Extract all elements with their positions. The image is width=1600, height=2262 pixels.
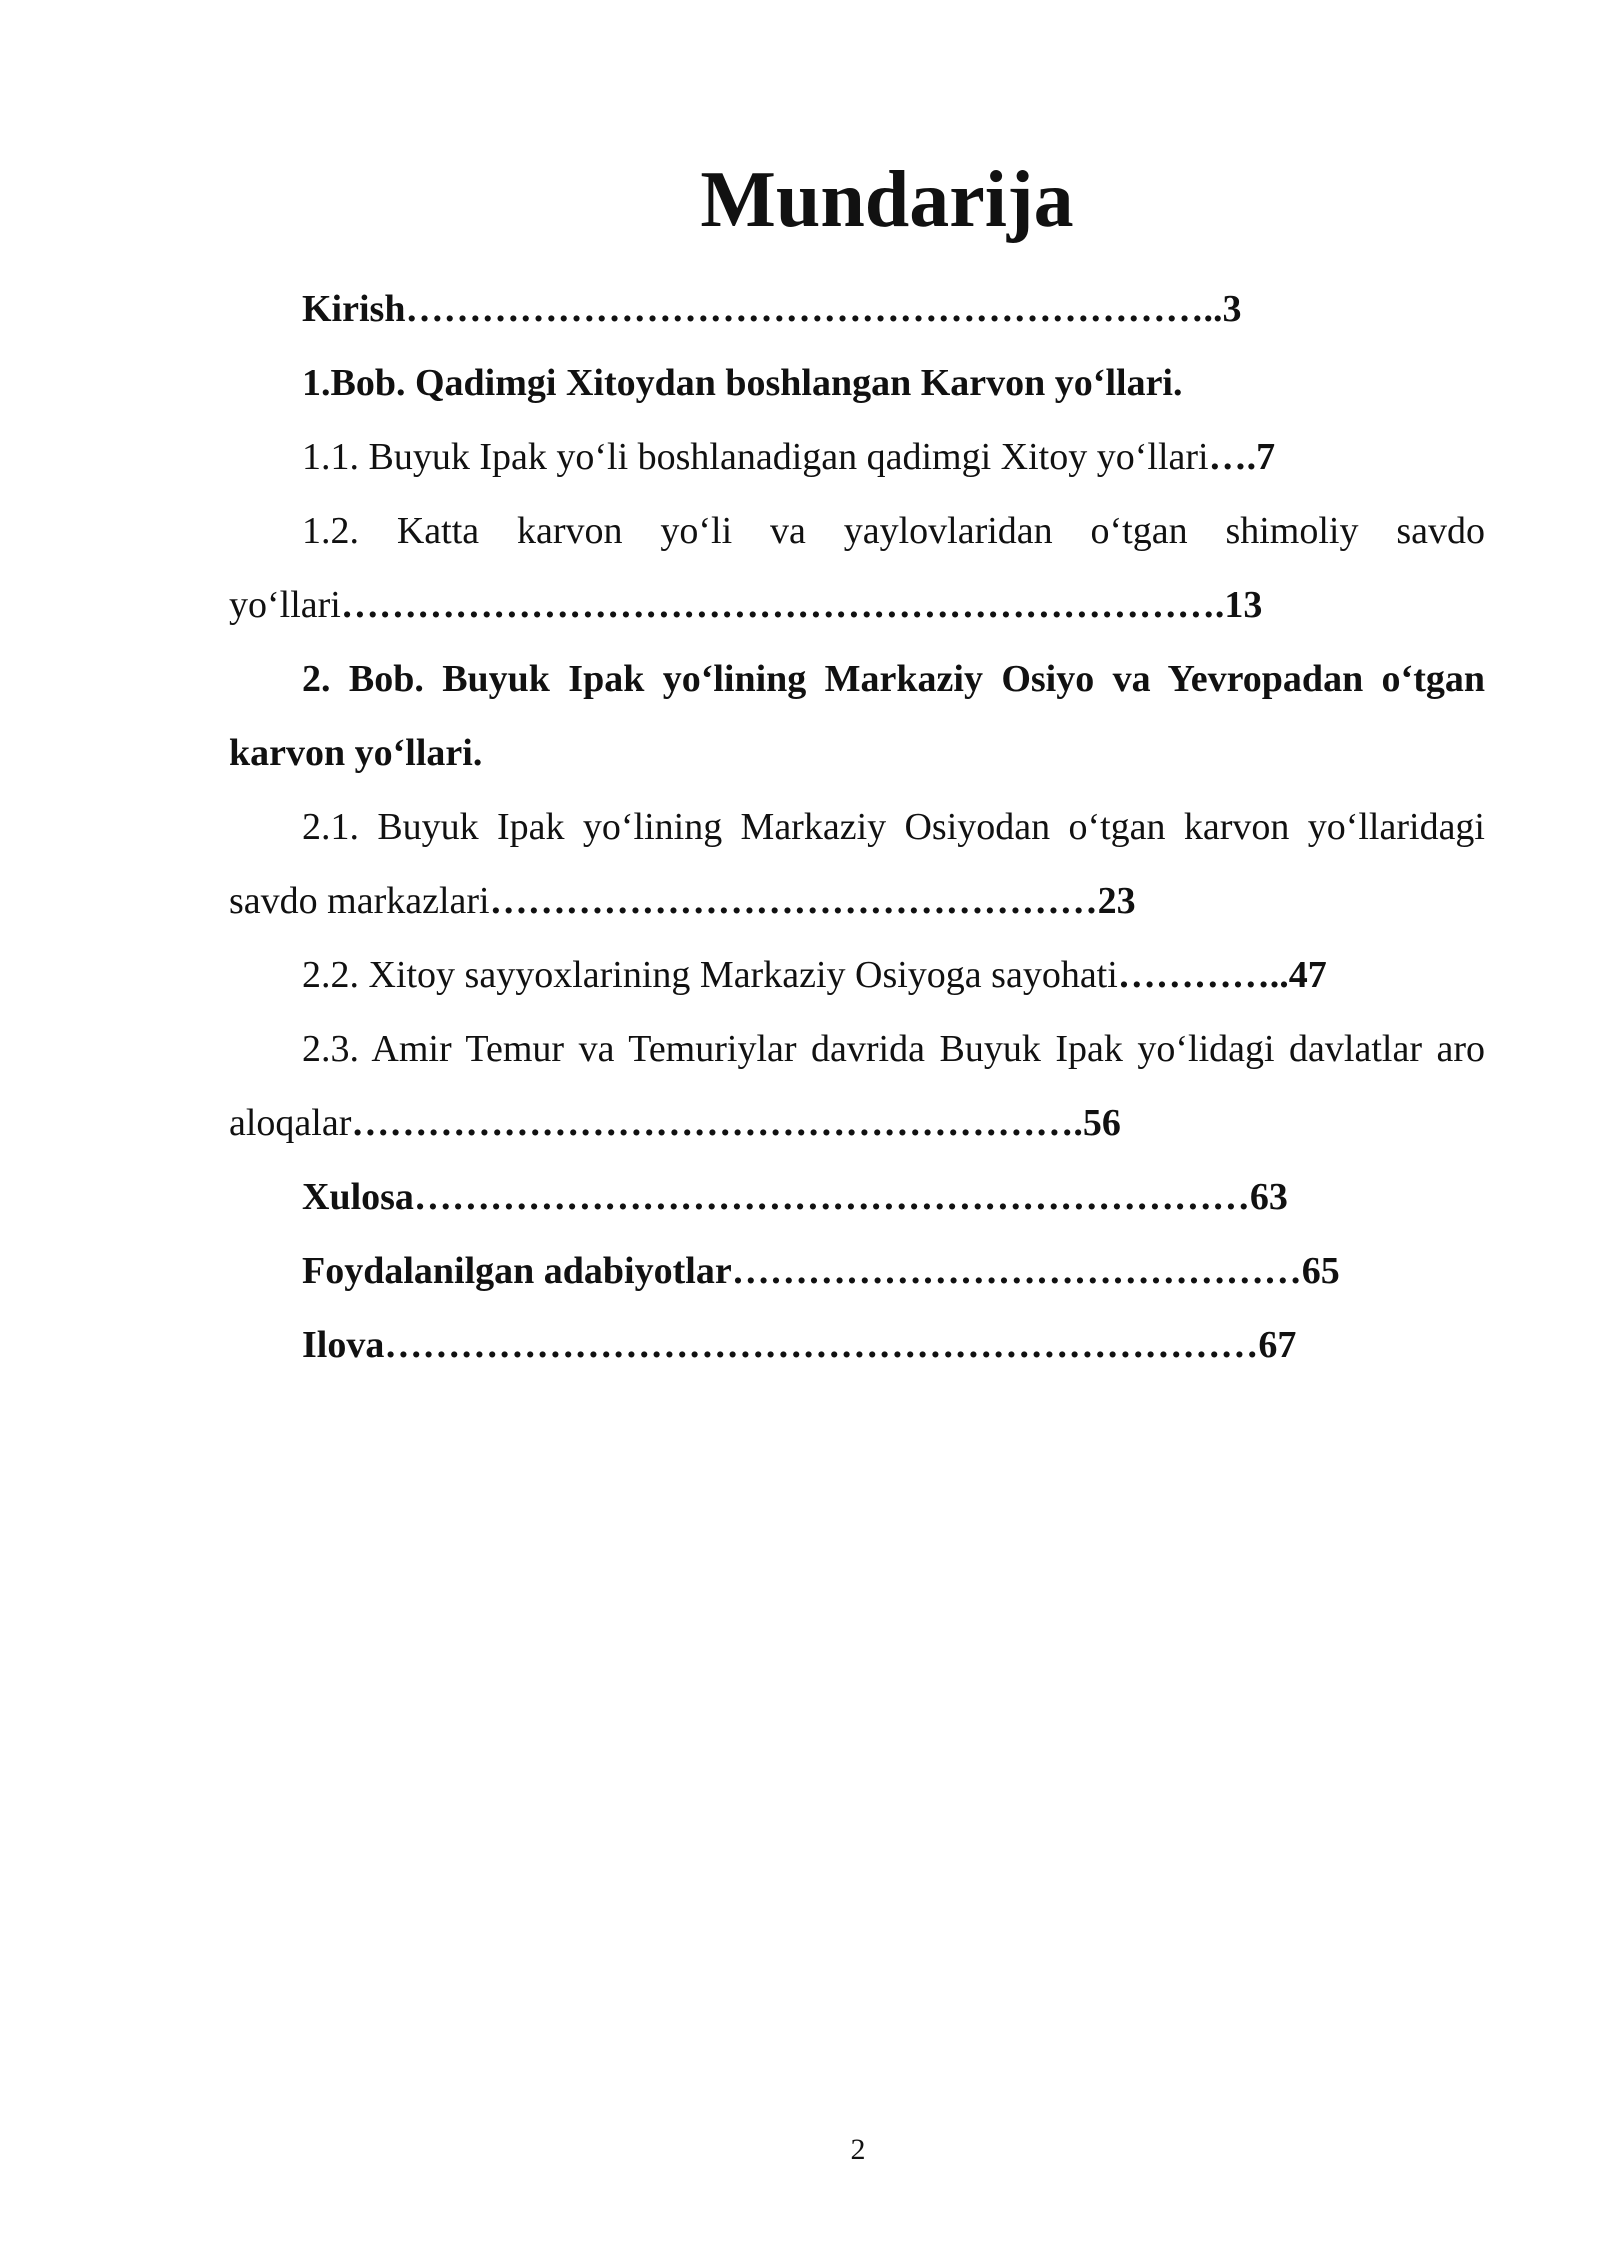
toc-entry-label: Xulosa bbox=[302, 1176, 414, 1218]
toc-entry-label: 2. Bob. Buyuk Ipak yo‘lining Markaziy Osiyo va Yevropadan o‘tgan karvon yo‘llari. bbox=[229, 658, 1485, 774]
toc-entry-label: 2.3. Amir Temur va Temuriylar davrida Buyuk Ipak yo‘lidagi davlatlar aro aloqalar bbox=[229, 1028, 1485, 1144]
toc-page-number: 13 bbox=[1224, 584, 1263, 626]
toc-page-number: 56 bbox=[1082, 1102, 1121, 1144]
toc-leader-dots: ………………………………………………………… bbox=[413, 1176, 1250, 1218]
toc-entry-label: 1.1. Buyuk Ipak yo‘li boshlanadigan qadimgi Xitoy yo‘llari bbox=[302, 436, 1209, 478]
toc-entry-label: Kirish bbox=[302, 288, 406, 330]
toc-leader-dots: …………………………………………………. bbox=[351, 1102, 1083, 1144]
toc-entry-chapter-1[interactable] bbox=[229, 346, 1485, 420]
toc-page-number: 7 bbox=[1256, 436, 1276, 478]
toc-entry-2-2[interactable] bbox=[229, 938, 1485, 1012]
toc-page-number: 47 bbox=[1288, 954, 1327, 996]
toc-leader-dots: ……………………………………………………….. bbox=[405, 288, 1223, 330]
page-number: 2 bbox=[850, 2133, 866, 2166]
toc-entry-label: Foydalanilgan adabiyotlar bbox=[302, 1250, 732, 1292]
toc-entry-kirish[interactable] bbox=[229, 272, 1485, 346]
toc-entry-1-1[interactable] bbox=[229, 420, 1485, 494]
toc-leader-dots: ………………………………………… bbox=[489, 880, 1098, 922]
toc-leader-dots: ……………………………………………………………. bbox=[340, 584, 1225, 626]
toc-entry-2-3[interactable] bbox=[229, 1012, 1485, 1160]
toc-entry-xulosa[interactable] bbox=[229, 1160, 1485, 1234]
toc-entry-1-2[interactable] bbox=[229, 494, 1485, 642]
toc-entry-adabiyotlar[interactable] bbox=[229, 1234, 1485, 1308]
toc-leader-dots: …. bbox=[1208, 436, 1257, 478]
toc-entry-label: 1.2. Katta karvon yo‘li va yaylovlaridan o‘tgan shimoliy savdo yo‘llari bbox=[229, 510, 1485, 626]
toc-page-number: 65 bbox=[1301, 1250, 1340, 1292]
toc-entry-label: 2.2. Xitoy sayyoxlarining Markaziy Osiyoga sayohati bbox=[302, 954, 1118, 996]
toc-entry-label: 1.Bob. Qadimgi Xitoydan boshlangan Karvon yo‘llari. bbox=[302, 362, 1183, 404]
toc-page-number: 67 bbox=[1258, 1324, 1297, 1366]
toc-entry-2-1[interactable] bbox=[229, 790, 1485, 938]
table-of-contents bbox=[229, 272, 1485, 1382]
toc-page-number: 3 bbox=[1222, 288, 1242, 330]
toc-page-number: 63 bbox=[1249, 1176, 1288, 1218]
toc-page-number: 23 bbox=[1097, 880, 1136, 922]
page-title: Mundarija bbox=[700, 156, 1074, 244]
toc-leader-dots: ……………………………………… bbox=[731, 1250, 1302, 1292]
toc-entry-label: 2.1. Buyuk Ipak yo‘lining Markaziy Osiyodan o‘tgan karvon yo‘llaridagi savdo markazlari bbox=[229, 806, 1485, 922]
toc-entry-label: Ilova bbox=[302, 1324, 385, 1366]
toc-entry-chapter-2[interactable] bbox=[229, 642, 1485, 790]
toc-leader-dots: ………….. bbox=[1117, 954, 1289, 996]
toc-leader-dots: …………………………………………………………… bbox=[384, 1324, 1259, 1366]
toc-entry-ilova[interactable] bbox=[229, 1308, 1485, 1382]
